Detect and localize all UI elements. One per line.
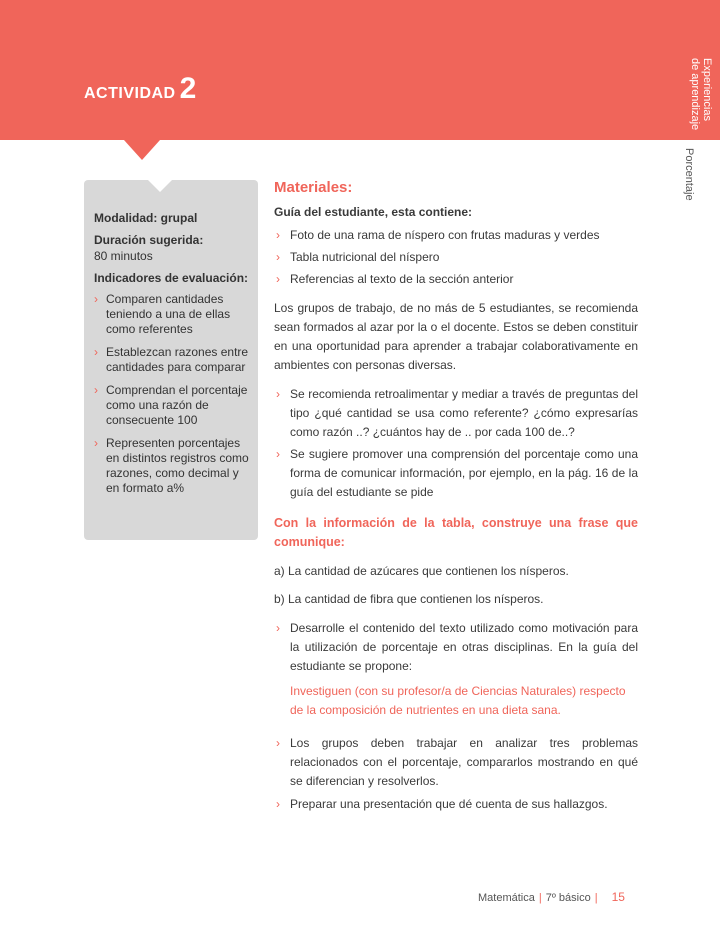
indicador-item: › Comprendan el porcentaje como una razón de consecuente 100 xyxy=(94,383,250,428)
duracion-label: Duración sugerida: xyxy=(94,233,204,247)
indicador-item: › Comparen cantidades teniendo a una de ellas como referentes xyxy=(94,292,250,337)
main-content xyxy=(274,178,638,824)
list-item: › Los grupos deben trabajar en analizar tres problemas relacionados con el porcentaje, compararlos mostrando en qué se diferencian y resolverlos. xyxy=(274,734,638,791)
development-list xyxy=(274,619,638,676)
indicador-item: › Establezcan razones entre cantidades para comparar xyxy=(94,345,250,375)
item-a: a) La cantidad de azúcares que contienen los nísperos. xyxy=(274,564,569,578)
footer-grade: 7º básico xyxy=(545,892,591,904)
header-banner xyxy=(0,0,720,140)
item-b: b) La cantidad de fibra que contienen los nísperos. xyxy=(274,592,544,606)
side-tab-line2: de aprendizaje xyxy=(689,58,701,131)
list-item: › Referencias al texto de la sección anterior xyxy=(274,270,638,289)
side-tab-line1: Experiencias xyxy=(701,58,713,121)
duracion-value: 80 minutos xyxy=(94,249,153,263)
indicador-item: › Representen porcentajes en distintos registros como razones, como decimal y en formato a% xyxy=(94,436,250,496)
sub-items xyxy=(274,562,638,609)
paragraph-groups: Los grupos de trabajo, de no más de 5 estudiantes, se recomienda sean formados al azar por la o el docente. Estos se deben constituir en una oportunidad para aprender a trabajar colaborativamente en ambientes con personas diversas. xyxy=(274,301,638,372)
recommendations-list xyxy=(274,385,638,502)
list-item: › Desarrolle el contenido del texto utilizado como motivación para la utilización de porcentaje en otras disciplinas. En la guía del estudiante se propone: xyxy=(274,619,638,676)
materiales-title: Materiales: xyxy=(274,179,353,196)
activity-info-card xyxy=(84,180,258,540)
footer-separator: | xyxy=(594,892,598,904)
activity-title xyxy=(84,72,196,106)
guia-list xyxy=(274,226,638,289)
footer-subject: Matemática xyxy=(478,892,535,904)
quote-text: Investiguen (con su profesor/a de Ciencias Naturales) respecto de la composición de nutrientes en una dieta sana. xyxy=(290,684,626,717)
list-item: › Preparar una presentación que dé cuenta de sus hallazgos. xyxy=(274,795,638,814)
banner-notch xyxy=(124,140,160,160)
guia-title: Guía del estudiante, esta contiene: xyxy=(274,205,473,219)
modalidad: Modalidad: grupal xyxy=(94,211,198,225)
instruction-heading: Con la información de la tabla, construye una frase que comunique: xyxy=(274,516,638,549)
indicadores-list xyxy=(94,292,250,496)
side-topic: Porcentaje xyxy=(683,148,695,201)
page-number: 15 xyxy=(611,890,625,904)
activity-number: 2 xyxy=(179,72,197,105)
card-notch xyxy=(148,180,172,192)
list-item: › Se recomienda retroalimentar y mediar a través de preguntas del tipo ¿qué cantidad se usa como referente? ¿cómo expresarías como razón ..? ¿cuántos hay de .. por cada 100 de..? xyxy=(274,385,638,442)
activity-label: ACTIVIDAD xyxy=(84,85,176,102)
tasks-list xyxy=(274,734,638,814)
list-item: › Se sugiere promover una comprensión del porcentaje como una forma de comunicar información, por ejemplo, en la pág. 16 de la guía del estudiante se pide xyxy=(274,445,638,502)
footer-separator: | xyxy=(538,892,542,904)
list-item: › Foto de una rama de níspero con frutas maduras y verdes xyxy=(274,226,638,245)
indicadores-label: Indicadores de evaluación: xyxy=(94,271,249,285)
list-item: › Tabla nutricional del níspero xyxy=(274,248,638,267)
